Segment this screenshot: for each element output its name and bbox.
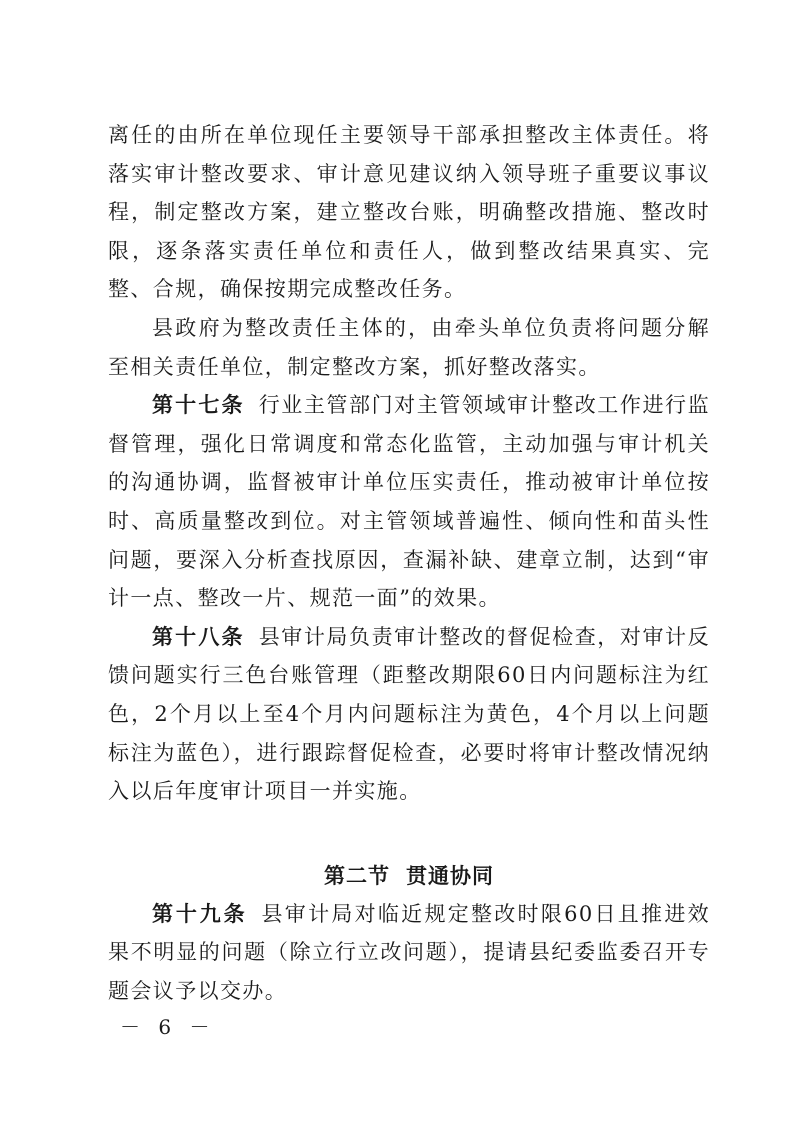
page-number: － 6 － xyxy=(120,1015,216,1039)
article-18-text: 县审计局负责审计整改的督促检查，对审计反馈问题实行三色台账管理（距整改期限60日内问题标注为红色，2个月以上至4个月内问题标注为黄色，4个月以上问题标注为蓝色），进行跟踪督促检查，必要时将审计整改情况纳入以后年度审计项目一并实施。 xyxy=(108,624,711,804)
article-19 xyxy=(108,895,710,1011)
article-19-number: 第十九条 xyxy=(152,901,248,926)
document-body xyxy=(108,116,710,1010)
article-17-number: 第十七条 xyxy=(152,393,245,418)
paragraph-county-government: 县政府为整改责任主体的，由牵头单位负责将问题分解至相关责任单位，制定整改方案，抓好整改落实。 xyxy=(108,315,710,379)
article-17 xyxy=(108,386,710,618)
article-17-text: 行业主管部门对主管领域审计整改工作进行监督管理，强化日常调度和常态化监管，主动加强与审计机关的沟通协调，监督被审计单位压实责任，推动被审计单位按时、高质量整改到位。对主管领域普遍性、倾向性和苗头性问题，要深入分析查找原因，查漏补缺、建章立制，达到“审计一点、整改一片、规范一面”的效果。 xyxy=(108,393,711,611)
section-title: 贯通协同 xyxy=(406,863,494,888)
section-label: 第二节 xyxy=(324,863,390,888)
section-heading xyxy=(108,857,710,895)
article-18-number: 第十八条 xyxy=(152,624,245,649)
article-19-text: 县审计局对临近规定整改时限60日且推进效果不明显的问题（除立行立改问题），提请县纪委监委召开专题会议予以交办。 xyxy=(108,901,710,1003)
paragraph-responsibility-outgoing: 离任的由所在单位现任主要领导干部承担整改主体责任。将落实审计整改要求、审计意见建议纳入领导班子重要议事议程，制定整改方案，建立整改台账，明确整改措施、整改时限，逐条落实责任单位和责任人，做到整改结果真实、完整、合规，确保按期完成整改任务。 xyxy=(108,123,710,302)
article-18 xyxy=(108,618,710,811)
